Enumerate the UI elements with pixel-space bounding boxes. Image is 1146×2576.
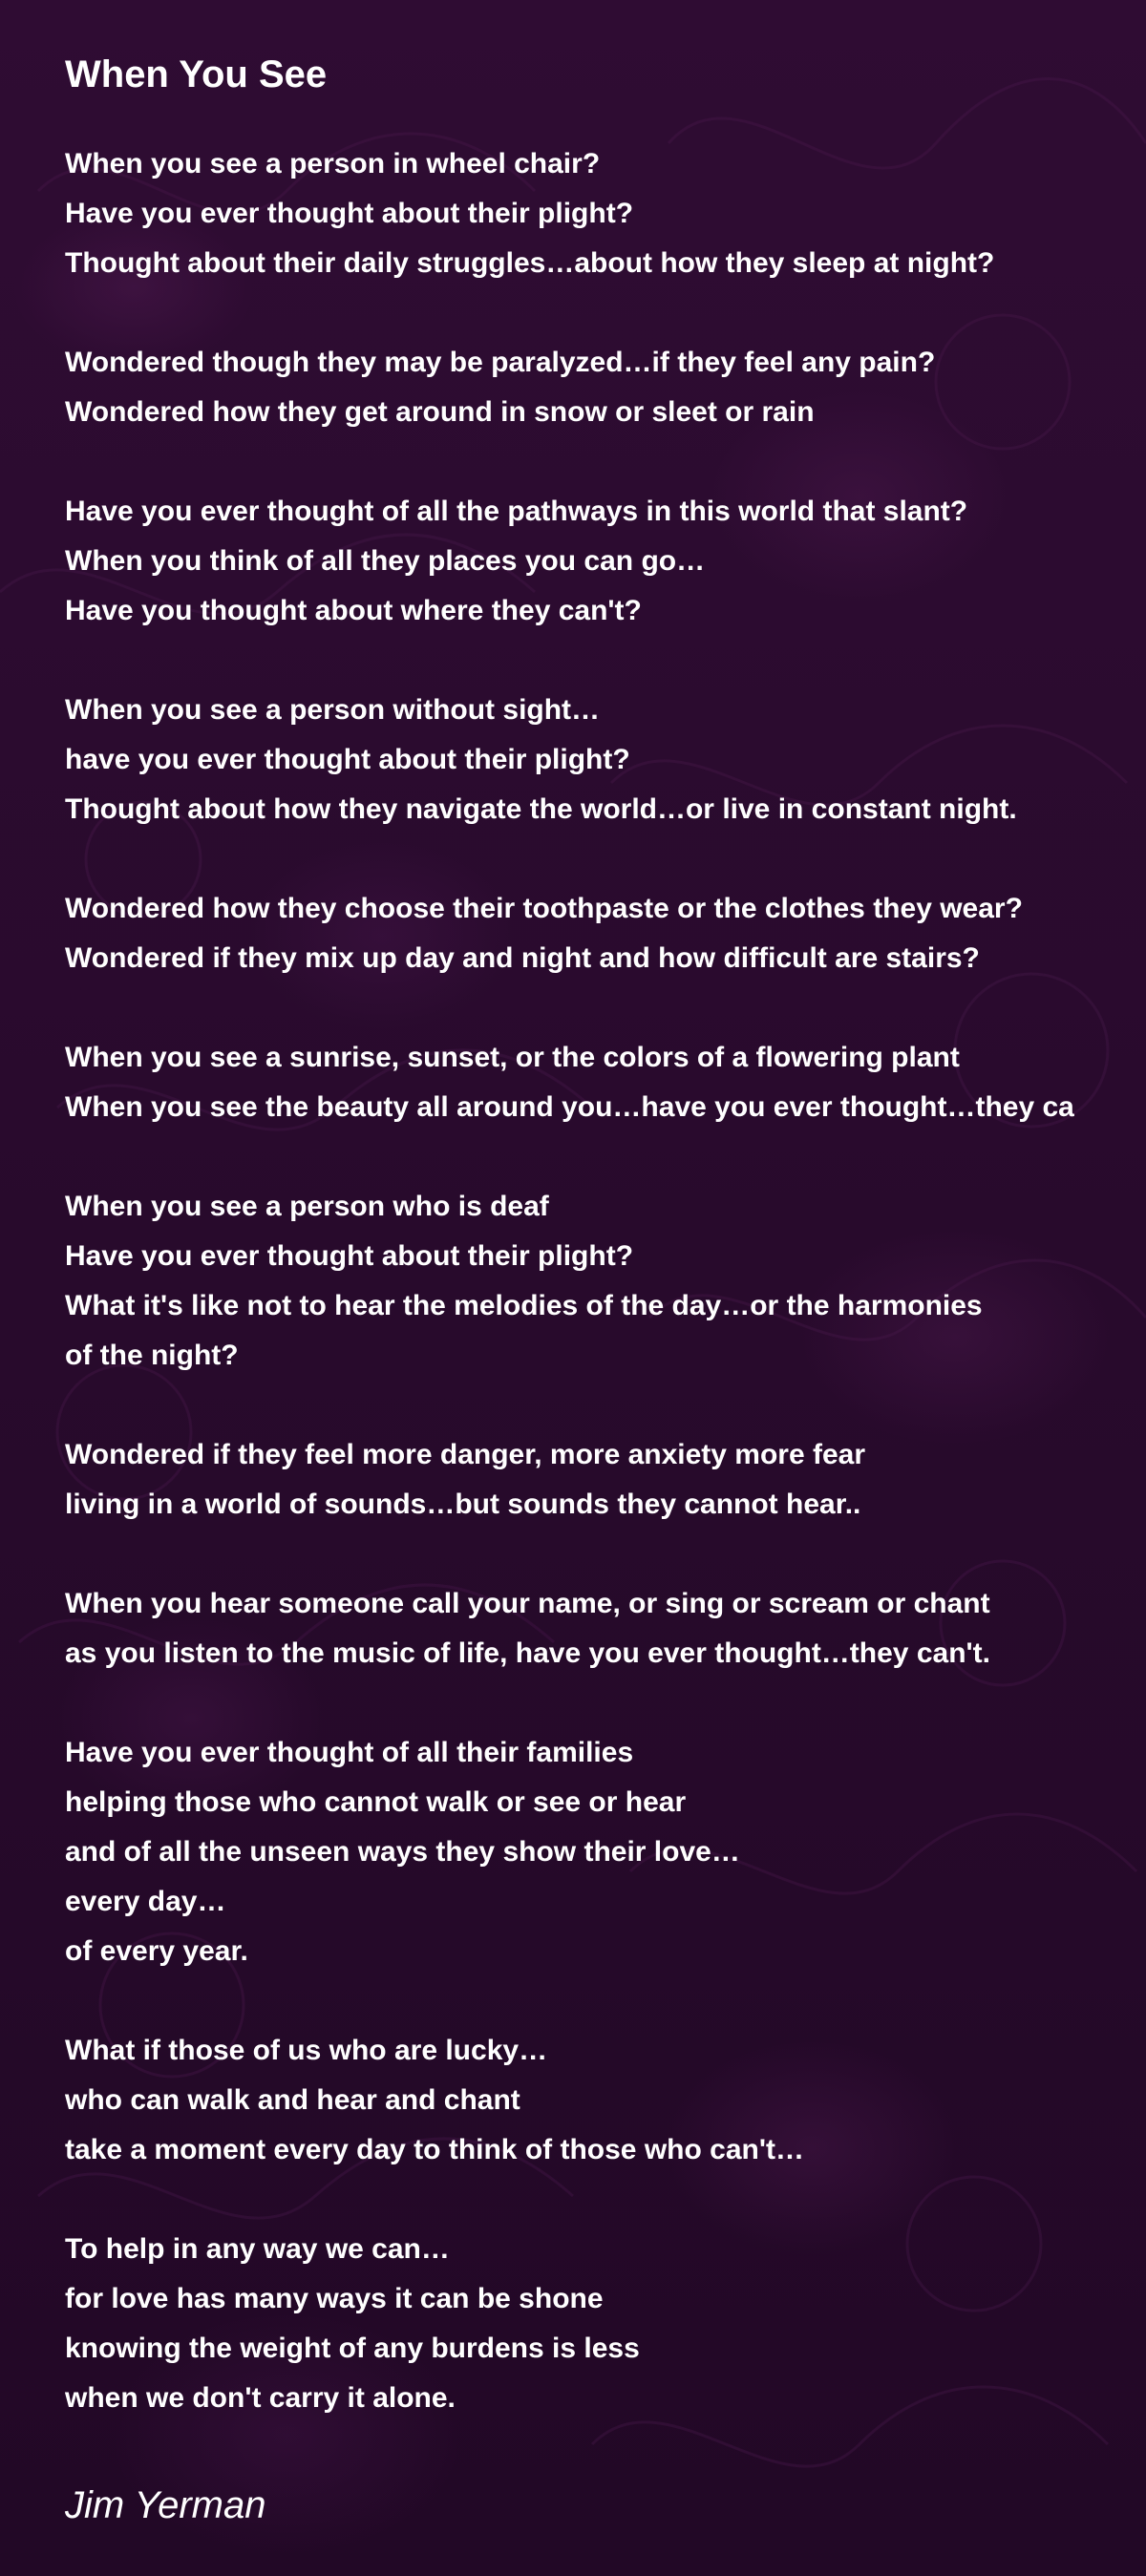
poem-line: Have you ever thought about their plight? (65, 1240, 634, 1272)
poem-line: Wondered how they get around in snow or sleet or rain (65, 396, 815, 428)
poem-line: Thought about how they navigate the world…or live in constant night. (65, 793, 1017, 825)
poem-line: When you see a person without sight… (65, 694, 601, 726)
poem-line: When you see a person in wheel chair? (65, 148, 601, 179)
poem-line: as you listen to the music of life, have you ever thought…they can't. (65, 1637, 990, 1669)
poem-stanza (65, 1182, 1146, 1381)
poem-stanza (65, 686, 1146, 834)
poem-line: have you ever thought about their plight? (65, 744, 630, 775)
poem-line: Wondered how they choose their toothpaste or the clothes they wear? (65, 893, 1023, 924)
poem-line: and of all the unseen ways they show their love… (65, 1836, 740, 1868)
poem-line: To help in any way we can… (65, 2233, 450, 2265)
poem-title: When You See (65, 53, 328, 95)
poem-line: every day… (65, 1886, 226, 1917)
poem-stanza (65, 139, 1146, 288)
poem-line: Wondered though they may be paralyzed…if they feel any pain? (65, 347, 936, 378)
poem-line: Have you ever thought of all their families (65, 1737, 634, 1768)
poem-stanza (65, 487, 1146, 636)
poem-line: When you see a person who is deaf (65, 1191, 549, 1222)
poem-line: take a moment every day to think of those who can't… (65, 2134, 804, 2165)
poem-line: for love has many ways it can be shone (65, 2283, 604, 2314)
poem-line: When you see a sunrise, sunset, or the colors of a flowering plant (65, 1042, 960, 1073)
poem-line: Have you ever thought of all the pathways in this world that slant? (65, 496, 968, 527)
poem-line: What it's like not to hear the melodies of the day…or the harmonies (65, 1290, 983, 1321)
poem-stanza (65, 2026, 1146, 2175)
poem-stanza (65, 884, 1146, 983)
poem-stanza (65, 2225, 1146, 2423)
poem-line: Wondered if they mix up day and night and how difficult are stairs? (65, 942, 980, 974)
poem-line: when we don't carry it alone. (65, 2382, 456, 2414)
poem-line: living in a world of sounds…but sounds they cannot hear.. (65, 1489, 861, 1520)
poem-stanza (65, 1579, 1146, 1679)
poem-stanza (65, 1728, 1146, 1976)
poem-line: of the night? (65, 1340, 239, 1371)
poem-stanza (65, 338, 1146, 437)
poem-line: When you think of all they places you can go… (65, 545, 706, 577)
poem-author: Jim Yerman (65, 2484, 266, 2526)
poem-line: helping those who cannot walk or see or hear (65, 1786, 687, 1818)
poem-line: Thought about their daily struggles…about how they sleep at night? (65, 247, 995, 279)
poem-line: Have you ever thought about their plight? (65, 198, 634, 229)
poem-line: knowing the weight of any burdens is less (65, 2333, 640, 2364)
poem-stanza (65, 1033, 1146, 1132)
poem-line: What if those of us who are lucky… (65, 2035, 548, 2066)
poem-line: When you hear someone call your name, or sing or scream or chant (65, 1588, 990, 1619)
poem-line: When you see the beauty all around you…have you ever thought…they ca (65, 1091, 1074, 1123)
poem-stanza (65, 1430, 1146, 1530)
poem-line: who can walk and hear and chant (65, 2084, 520, 2116)
poem-stanzas (65, 139, 1146, 2423)
poem-line: of every year. (65, 1935, 248, 1967)
poem-line: Wondered if they feel more danger, more anxiety more fear (65, 1439, 866, 1470)
poem-body (65, 46, 1146, 2473)
poem-line: Have you thought about where they can't? (65, 595, 642, 626)
